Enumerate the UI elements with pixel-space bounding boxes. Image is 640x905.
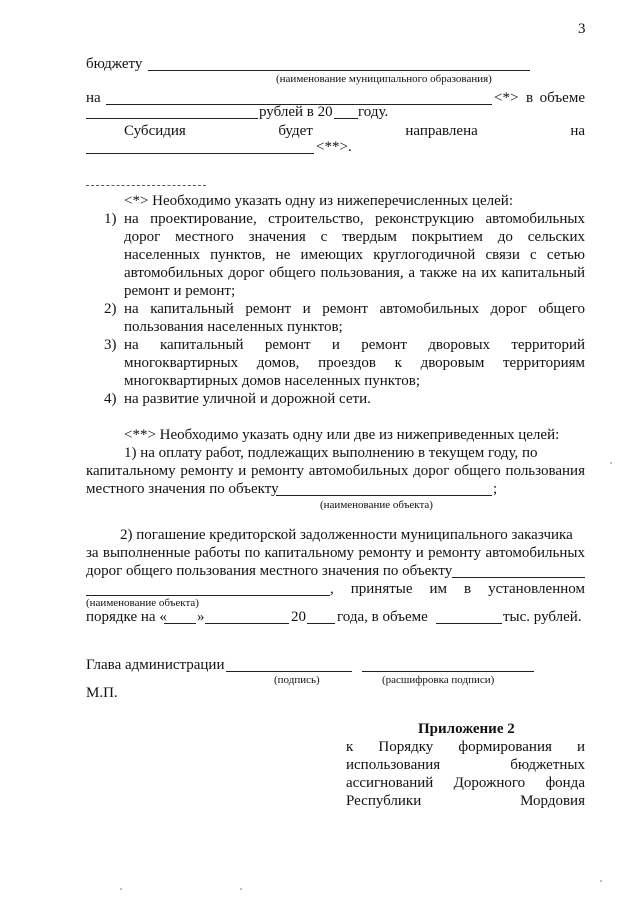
fn1-item1-line4: автомобильных дорог общего пользования, а также на их капитальный xyxy=(124,265,585,281)
word-volume: объеме xyxy=(539,90,585,106)
word-in: в xyxy=(526,90,534,106)
accepted-words: , принятые им в установленном xyxy=(330,581,585,597)
order-year: 20 xyxy=(291,609,306,625)
object-line-2a xyxy=(452,577,585,578)
fn1-item4-line1: на развитие уличной и дорожной сети. xyxy=(124,391,371,407)
subsidy-line xyxy=(124,122,585,140)
fn2-item1-end: ; xyxy=(493,481,498,497)
municipality-line xyxy=(148,70,530,71)
appendix-line-2: использования бюджетных xyxy=(346,757,585,773)
order-quote-close: » xyxy=(197,609,205,625)
decode-line xyxy=(362,671,534,672)
appendix-line-3: ассигнований Дорожного фонда xyxy=(346,775,585,791)
subsidy-word-4: на xyxy=(570,123,585,139)
appendix-title: Приложение 2 xyxy=(418,721,515,737)
fn1-item3-line2: многоквартирных домов, проездов к дворовым территориям xyxy=(124,355,585,371)
fn1-item3-line1: на капитальный ремонт и ремонт дворовых территорий xyxy=(124,337,585,353)
fn2-item2-line2: за выполненные работы по капитальному ремонту и ремонту автомобильных xyxy=(86,545,585,561)
year-text: году. xyxy=(358,104,389,120)
fn1-item1-line3: населенных пунктов, не имеющих круглогодичной связи с сетью xyxy=(124,247,585,263)
footnote-1-item-3-num: 3) xyxy=(104,337,117,353)
footnote-1-item-4-num: 4) xyxy=(104,391,117,407)
footnote-2-intro: <**> Необходимо указать одну или две из нижеприведенных целей: xyxy=(124,427,560,443)
amount-line xyxy=(86,118,258,119)
on-label: на xyxy=(86,90,101,106)
volume-words xyxy=(526,89,585,107)
fn2-item1-line2: капитальному ремонту и ремонту автомобильных дорог общего пользования xyxy=(86,463,585,479)
fn1-item3-line3: многоквартирных домов населенных пунктов; xyxy=(124,373,421,389)
footnote-1-item-2-num: 2) xyxy=(104,301,117,317)
object-caption-1: (наименование объекта) xyxy=(320,499,433,511)
order-month-line xyxy=(205,623,289,624)
footnote-separator xyxy=(86,185,206,186)
subsidy-word-1: Субсидия xyxy=(124,123,186,139)
scan-speck xyxy=(610,462,612,464)
footnote-1-intro: <*> Необходимо указать одну из нижеперечисленных целей: xyxy=(124,193,513,209)
sign-caption: (подпись) xyxy=(274,674,320,686)
fn2-item2-line3: дорог общего пользования местного значения по объекту xyxy=(86,563,453,579)
fn1-item2-line2: пользования населенных пунктов; xyxy=(124,319,343,335)
subsidy-word-2: будет xyxy=(278,123,313,139)
object-caption-2: (наименование объекта) xyxy=(86,597,199,609)
scan-speck xyxy=(240,888,242,890)
fn1-item1-line1: на проектирование, строительство, реконструкцию автомобильных xyxy=(124,211,585,227)
budget-label: бюджету xyxy=(86,56,143,72)
footnote-1-item-1-num: 1) xyxy=(104,211,117,227)
direction-line xyxy=(86,153,314,154)
rubles-text: рублей в 20 xyxy=(259,104,333,120)
object-line-2b xyxy=(86,595,330,596)
appendix-line-1: к Порядку формирования и xyxy=(346,739,585,755)
order-text: порядке на « xyxy=(86,609,167,625)
fn2-item1-line1: 1) на оплату работ, подлежащих выполнению в текущем году, по xyxy=(124,445,538,461)
appendix-line-4: Республики Мордовия xyxy=(346,793,585,809)
stamp-label: М.П. xyxy=(86,685,118,701)
object-line-1 xyxy=(276,495,492,496)
year-line xyxy=(334,118,358,119)
order-unit: тыс. рублей. xyxy=(503,609,582,625)
fn2-item1-line3: местного значения по объекту xyxy=(86,481,279,497)
fn2-item2-line1: 2) погашение кредиторской задолженности муниципального заказчика xyxy=(120,527,573,543)
order-volume-line xyxy=(436,623,502,624)
municipality-caption: (наименование муниципального образования) xyxy=(276,73,492,85)
scan-speck xyxy=(120,888,122,890)
decode-caption: (расшифровка подписи) xyxy=(382,674,495,686)
head-label: Глава администрации xyxy=(86,657,225,673)
fn1-item1-line2: дорог местного значения с твердым покрытием до сельских xyxy=(124,229,585,245)
subsidy-word-3: направлена xyxy=(405,123,478,139)
order-tail: года, в объеме xyxy=(337,609,428,625)
order-year-line xyxy=(307,623,335,624)
fn1-item1-line5: ремонт и ремонт; xyxy=(124,283,236,299)
fn1-item2-line1: на капитальный ремонт и ремонт автомобильных дорог общего xyxy=(124,301,585,317)
marker-2-end: <**>. xyxy=(316,139,352,155)
marker-1: <*> xyxy=(494,90,519,106)
scan-speck xyxy=(600,880,602,882)
sign-line xyxy=(226,671,352,672)
page-number: 3 xyxy=(578,21,586,37)
order-day-line xyxy=(164,623,196,624)
